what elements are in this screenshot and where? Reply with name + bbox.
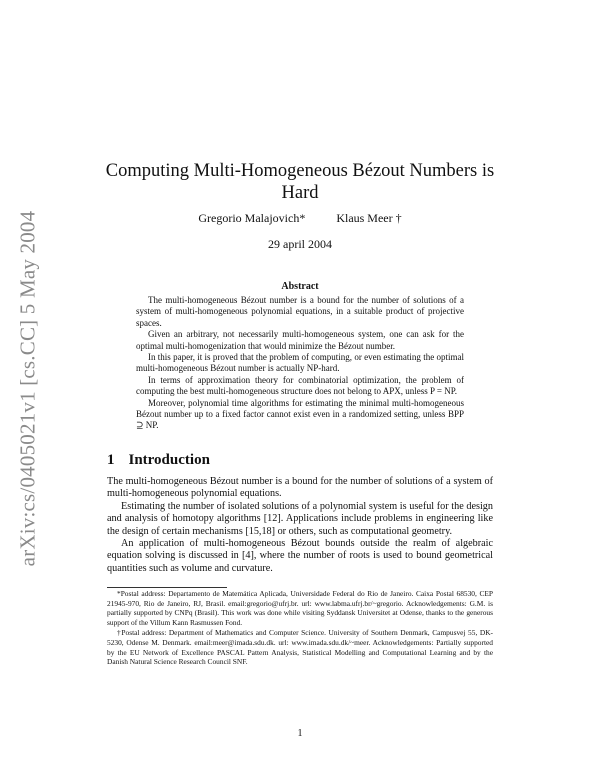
abstract-paragraph: In this paper, it is proved that the problem of computing, or even estimating the optimal multi-homogeneous Bézout number is actually NP-hard. bbox=[136, 352, 464, 374]
section-title: Introduction bbox=[128, 452, 210, 468]
footnote: *Postal address: Departamento de Matemática Aplicada, Universidade Federal do Rio de Janeiro. Caixa Postal 68530, CEP 21945-970, Rio de Janeiro, RJ, Brasil. email:gregorio@ufrj.br. url: www.labma.ufrj.br/~gregorio. Acknowledgements: G.M. is partially supported by CNPq (Brasil). This work was done while visiting Syddansk Universitet at Odense, thanks to the generous support of the Villum Kann Rasmussen Fond. bbox=[107, 589, 493, 627]
author-name: Gregorio Malajovich* bbox=[198, 211, 306, 225]
footnote-rule bbox=[107, 587, 227, 588]
section-body bbox=[107, 476, 493, 575]
paper-title: Computing Multi-Homogeneous Bézout Numbers is Hard bbox=[105, 161, 495, 203]
abstract-paragraph: The multi-homogeneous Bézout number is a bound for the number of solutions of a system of multi-homogeneous polynomial equations, in a suitable product of projective spaces. bbox=[136, 295, 464, 328]
page-number: 1 bbox=[297, 728, 303, 739]
arxiv-stamp bbox=[8, 188, 48, 588]
abstract-paragraph: Given an arbitrary, not necessarily multi-homogeneous system, one can ask for the optimal multi-homogenization that would minimize the Bézout number. bbox=[136, 329, 464, 351]
abstract-heading: Abstract bbox=[281, 281, 319, 292]
abstract-paragraph: Moreover, polynomial time algorithms for estimating the minimal multi-homogeneous Bézout number up to a fixed factor cannot exist even in a randomized setting, unless BPP ⊇ NP. bbox=[136, 397, 464, 431]
section-number: 1 bbox=[107, 452, 115, 468]
footnotes bbox=[107, 589, 493, 668]
body-paragraph: Estimating the number of isolated solutions of a polynomial system is useful for the design and analysis of homotopy algorithms [12]. Applications include problems in engineering like the design of certain mechanisms [15,18] or others, such as computational geometry. bbox=[107, 500, 493, 537]
arxiv-id: arXiv:cs/0405021v1 [cs.CC] 5 May 2004 bbox=[15, 210, 40, 566]
section-heading bbox=[107, 452, 210, 469]
author-list bbox=[100, 211, 500, 226]
footnote: †Postal address: Department of Mathematics and Computer Science. University of Southern Denmark, Campusvej 55, DK-5230, Odense M. Denmark. email:meer@imada.sdu.dk. url: www.imada.sdu.dk/~meer. Acknowledgements: Partially supported by the EU Network of Excellence PASCAL Pattern Analysis, Statistical Modelling and Computational Learning and by the Danish Natural Science Research Council SNF. bbox=[107, 628, 493, 667]
abstract-paragraph: In terms of approximation theory for combinatorial optimization, the problem of computing the best multi-homogeneous structure does not belong to APX, unless P = NP. bbox=[136, 374, 464, 397]
author-name: Klaus Meer † bbox=[336, 211, 402, 225]
abstract-body bbox=[136, 295, 464, 432]
paper-date: 29 april 2004 bbox=[268, 237, 332, 251]
body-paragraph: An application of multi-homogeneous Bézout bounds outside the realm of algebraic equation solving is discussed in [4], where the number of roots is used to bound geometrical quantities such as volume and curvature. bbox=[107, 538, 493, 574]
body-paragraph: The multi-homogeneous Bézout number is a bound for the number of solutions of a system of multi-homogeneous polynomial equations. bbox=[107, 476, 493, 500]
